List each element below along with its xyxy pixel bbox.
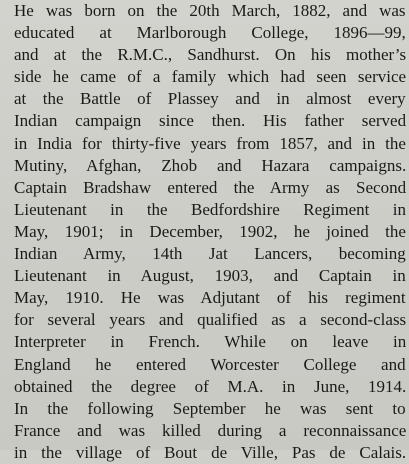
text-line: Lieutenant in the Bedfordshire Regiment in bbox=[14, 199, 407, 219]
biography-paragraph bbox=[14, 0, 406, 464]
text-line: Captain Bradshaw entered the Army as Second bbox=[14, 177, 407, 197]
text-line: educated at Marlborough College, 1896—99, bbox=[14, 23, 406, 43]
text-line: He was born on the 20th March, 1882, and was bbox=[14, 1, 406, 20]
text-line: May, 1901; in December, 1902, he joined the bbox=[14, 221, 406, 241]
text-line: side he came of a family which had seen service bbox=[14, 67, 407, 87]
text-line: in India for thirty-five years from 1857, and in the bbox=[14, 133, 406, 153]
text-line: Interpreter in French. While on leave in bbox=[14, 332, 407, 352]
text-line: Indian campaign since then. His father served bbox=[14, 111, 407, 131]
text-line: France and was killed during a reconnaissance bbox=[14, 420, 407, 440]
text-line: for several years and qualified as a second-class bbox=[14, 310, 407, 330]
text-line: Indian Army, 14th Jat Lancers, becoming bbox=[14, 244, 406, 264]
text-line: and at the R.M.C., Sandhurst. On his mother’s bbox=[14, 45, 407, 65]
text-line: Lieutenant in August, 1903, and Captain in bbox=[14, 266, 406, 286]
text-line: In the following September he was sent to bbox=[14, 398, 406, 418]
text-line: obtained the degree of M.A. in June, 1914. bbox=[14, 376, 407, 396]
text-line: England he entered Worcester College and bbox=[14, 354, 406, 374]
text-line: in the village of Bout de Ville, Pas de Calais. bbox=[14, 442, 407, 462]
text-line: Mutiny, Afghan, Zhob and Hazara campaigns. bbox=[14, 155, 407, 175]
text-line: at the Battle of Plassey and in almost every bbox=[14, 89, 406, 109]
text-line: May, 1910. He was Adjutant of his regiment bbox=[14, 288, 406, 308]
